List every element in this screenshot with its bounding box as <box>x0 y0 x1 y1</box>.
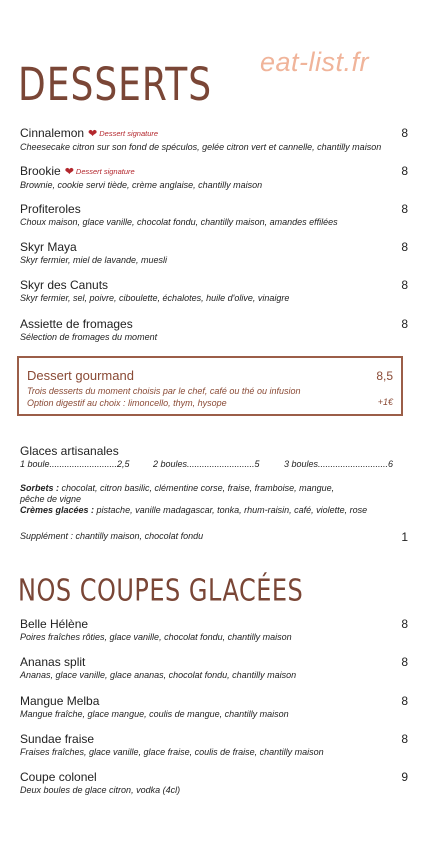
item-description: Sélection de fromages du moment <box>20 332 158 342</box>
item-price: 8 <box>401 732 408 746</box>
size-option: 2 boules...........................5 <box>153 459 260 469</box>
item-name: Belle Hélène <box>20 617 89 631</box>
item-description: Cheesecake citron sur son fond de spéculos, gelée citron vert et cannelle, chantilly maison <box>20 142 382 152</box>
menu-item <box>20 317 408 343</box>
cremes-flavors: pistache, vanille madagascar, tonka, rhum-raisin, café, violette, rose <box>94 505 368 515</box>
item-name: Ananas split <box>20 655 86 669</box>
item-price: 8 <box>401 164 408 178</box>
item-description: Skyr fermier, sel, poivre, ciboulette, échalotes, huile d'olive, vinaigre <box>20 293 290 303</box>
menu-item <box>20 240 408 266</box>
gourmand-price: 8,5 <box>376 369 393 383</box>
sorbets-flavors: chocolat, citron basilic, clémentine corse, fraise, framboise, mangue, <box>59 483 335 493</box>
item-name: Coupe colonel <box>20 770 97 784</box>
sorbets-flavors-cont: pêche de vigne <box>20 494 82 504</box>
item-price: 8 <box>401 126 408 140</box>
item-name: Cinnalemon <box>20 126 85 140</box>
supplement-price: 1 <box>401 530 408 544</box>
size-option: 1 boule...........................2,5 <box>20 459 130 469</box>
gourmand-desc-line: Trois desserts du moment choisis par le chef, café ou thé ou infusion <box>27 386 301 396</box>
item-price: 8 <box>401 240 408 254</box>
item-description: Poires fraîches rôties, glace vanille, chocolat fondu, chantilly maison <box>20 632 292 642</box>
item-price: 8 <box>401 317 408 331</box>
signature-badge: Dessert signature <box>75 167 135 176</box>
menu-item <box>20 655 408 681</box>
item-name: Brookie <box>20 164 61 178</box>
item-name: Skyr Maya <box>20 240 77 254</box>
dessert-gourmand-box <box>17 356 403 416</box>
cremes-label: Crèmes glacées : <box>20 505 95 515</box>
item-price: 8 <box>401 694 408 708</box>
menu-item <box>20 164 408 191</box>
item-price: 8 <box>401 655 408 669</box>
item-description: Fraises fraîches, glace vanille, glace fraise, coulis de fraise, chantilly maison <box>20 747 324 757</box>
menu-item <box>20 202 408 228</box>
menu-item <box>20 617 408 643</box>
item-price: 8 <box>401 278 408 292</box>
menu-item <box>20 126 408 153</box>
gourmand-option-price: +1€ <box>377 397 393 407</box>
heart-icon: ❤ <box>88 128 98 140</box>
heart-icon: ❤ <box>64 166 74 178</box>
menu-item <box>20 770 408 796</box>
menu-item <box>20 694 408 720</box>
size-option: 3 boules............................6 <box>284 459 394 469</box>
gourmand-description <box>27 385 300 409</box>
item-name: Mangue Melba <box>20 694 100 708</box>
item-price: 8 <box>401 617 408 631</box>
supplement-row <box>20 531 408 542</box>
sorbets-label: Sorbets : <box>20 483 60 493</box>
item-price: 9 <box>401 770 408 784</box>
signature-badge: Dessert signature <box>99 129 159 138</box>
coupes-title: NOS COUPES GLACÉES <box>18 573 304 608</box>
gourmand-option: Option digestif au choix : limoncello, thym, hysope <box>27 398 227 408</box>
watermark: eat-list.fr <box>260 47 370 77</box>
supplement-text: Supplément : chantilly maison, chocolat fondu <box>20 531 204 541</box>
sorbets-list <box>20 483 408 516</box>
item-description: Ananas, glace vanille, glace ananas, chocolat fondu, chantilly maison <box>20 670 297 680</box>
glaces-section <box>20 444 408 471</box>
glaces-title: Glaces artisanales <box>20 444 119 458</box>
item-name: Sundae fraise <box>20 732 95 746</box>
item-price: 8 <box>401 202 408 216</box>
menu-item <box>20 278 408 304</box>
item-description: Deux boules de glace citron, vodka (4cl) <box>20 785 181 795</box>
glaces-sizes <box>20 459 408 471</box>
item-name: Skyr des Canuts <box>20 278 109 292</box>
desserts-title: DESSERTS <box>18 60 213 112</box>
item-name: Assiette de fromages <box>20 317 133 331</box>
item-name: Profiteroles <box>20 202 81 216</box>
menu-item <box>20 732 408 758</box>
item-description: Choux maison, glace vanille, chocolat fondu, chantilly maison, amandes effilées <box>20 217 338 227</box>
item-description: Mangue fraîche, glace mangue, coulis de mangue, chantilly maison <box>20 709 289 719</box>
gourmand-name: Dessert gourmand <box>27 368 134 383</box>
item-description: Brownie, cookie servi tiède, crème anglaise, chantilly maison <box>20 180 263 190</box>
item-description: Skyr fermier, miel de lavande, muesli <box>20 255 168 265</box>
